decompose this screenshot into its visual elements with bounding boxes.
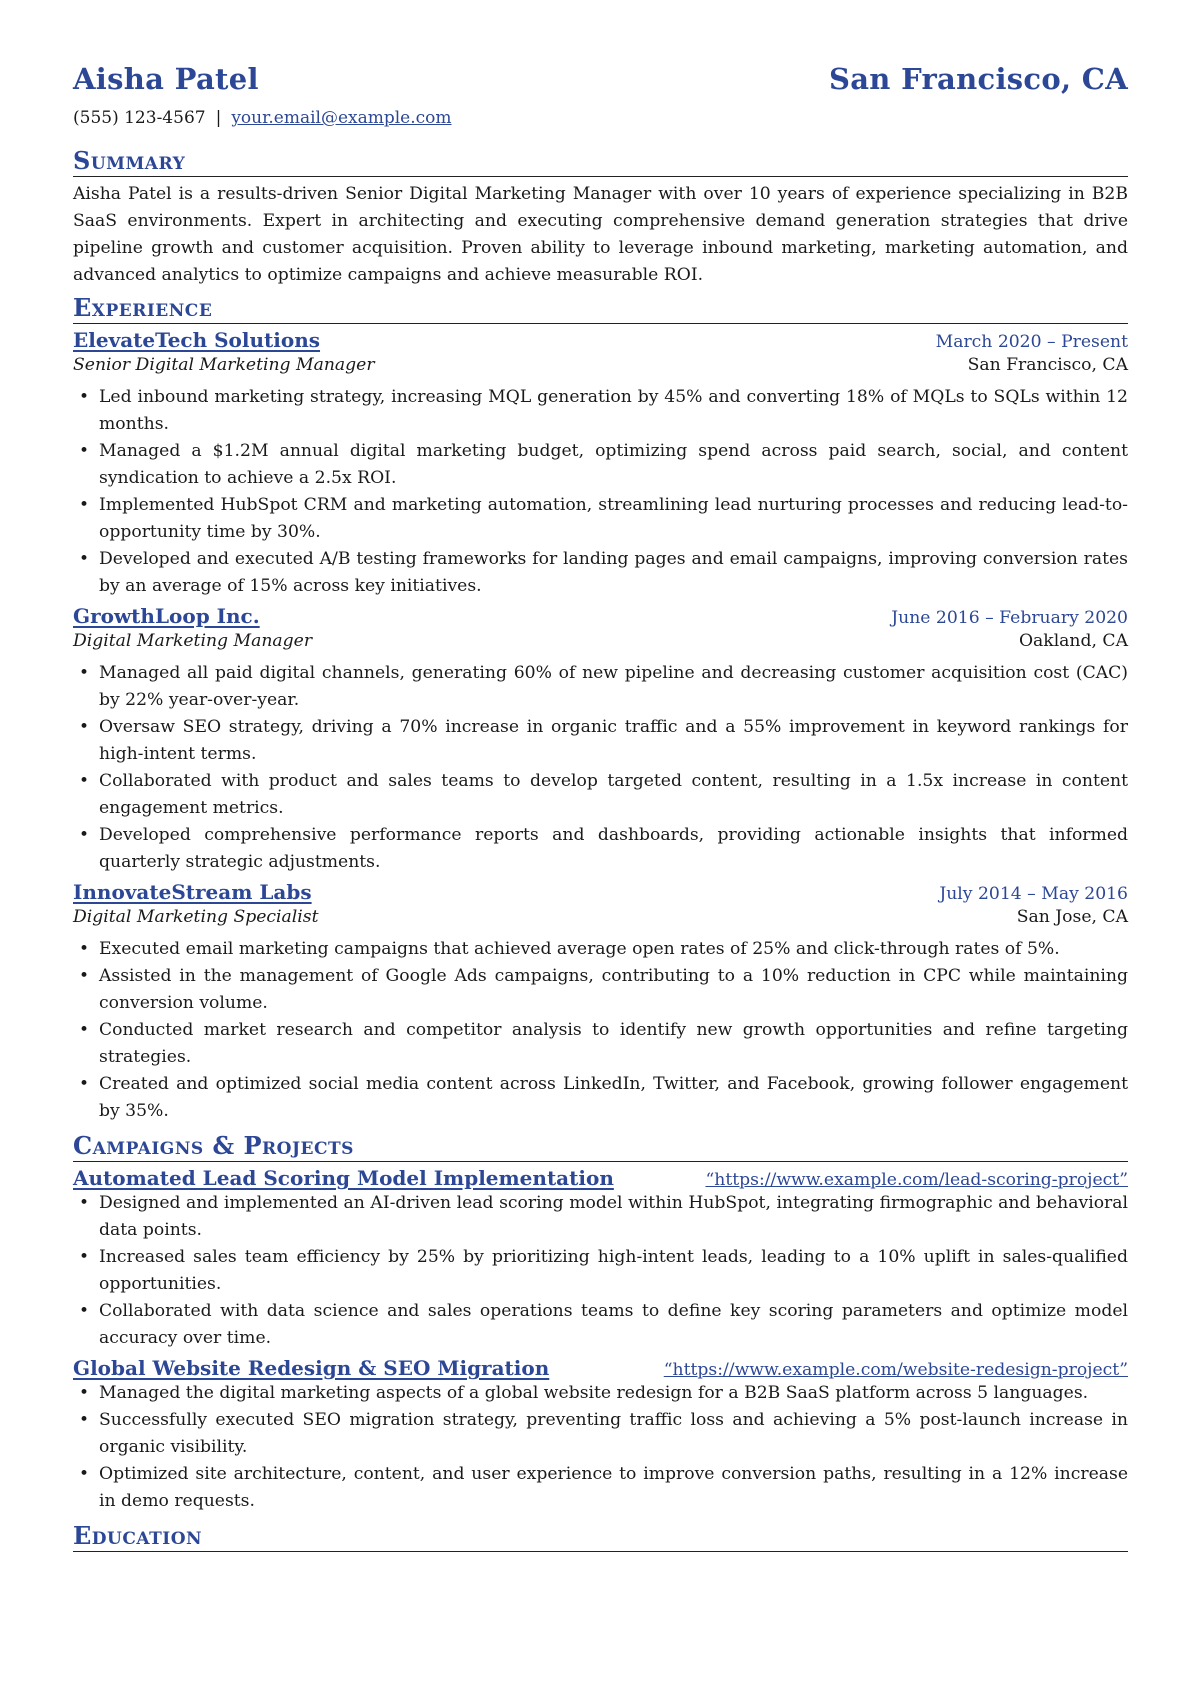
job-header-row	[73, 328, 1128, 352]
experience-entry	[73, 604, 1128, 876]
resume-page	[73, 62, 1128, 1552]
bullet-item: • Developed comprehensive performance reports and dashboards, providing actionable insights that informed quarterly strategic adjustments.	[73, 822, 1128, 876]
project-header-row	[73, 1356, 1128, 1380]
job-location: San Jose, CA	[1016, 907, 1128, 927]
section-title-education: Education	[73, 1521, 1128, 1552]
job-header-row	[73, 604, 1128, 628]
job-bullets	[73, 936, 1128, 1125]
project-name[interactable]: Global Website Redesign & SEO Migration	[73, 1356, 550, 1380]
job-dates: June 2016 – February 2020	[891, 608, 1128, 628]
project-bullets	[73, 1380, 1128, 1515]
email-link[interactable]: your.email@example.com	[231, 108, 452, 128]
bullet-item: • Designed and implemented an AI-driven lead scoring model within HubSpot, integrating firmographic and behavioral data points.	[73, 1190, 1128, 1244]
experience-entry	[73, 328, 1128, 600]
project-header-row	[73, 1166, 1128, 1190]
bullet-item: • Developed and executed A/B testing frameworks for landing pages and email campaigns, improving conversion rates by an average of 15% across key initiatives.	[73, 546, 1128, 600]
bullet-item: • Managed all paid digital channels, generating 60% of new pipeline and decreasing customer acquisition cost (CAC) by 22% year-over-year.	[73, 660, 1128, 714]
company-name[interactable]: GrowthLoop Inc.	[73, 604, 260, 628]
section-title-summary: Summary	[73, 146, 1128, 177]
bullet-item: • Oversaw SEO strategy, driving a 70% increase in organic traffic and a 55% improvement in keyword rankings for high-intent terms.	[73, 714, 1128, 768]
project-name[interactable]: Automated Lead Scoring Model Implementation	[73, 1166, 614, 1190]
project-link[interactable]: “https://www.example.com/website-redesign-project”	[663, 1360, 1128, 1380]
bullet-item: • Assisted in the management of Google Ads campaigns, contributing to a 10% reduction in CPC while maintaining conversion volume.	[73, 963, 1128, 1017]
job-location: Oakland, CA	[1018, 631, 1128, 651]
job-dates: March 2020 – Present	[935, 332, 1128, 352]
job-bullets	[73, 660, 1128, 876]
bullet-item: • Managed the digital marketing aspects of a global website redesign for a B2B SaaS platform across 5 languages.	[73, 1380, 1128, 1407]
job-bullets	[73, 384, 1128, 600]
projects-list	[73, 1166, 1128, 1515]
bullet-item: • Led inbound marketing strategy, increasing MQL generation by 45% and converting 18% of MQLs to SQLs within 12 months.	[73, 384, 1128, 438]
project-entry	[73, 1356, 1128, 1515]
bullet-item: • Managed a $1.2M annual digital marketing budget, optimizing spend across paid search, social, and content syndication to achieve a 2.5x ROI.	[73, 438, 1128, 492]
experience-list	[73, 328, 1128, 1125]
project-entry	[73, 1166, 1128, 1352]
candidate-name: Aisha Patel	[73, 62, 259, 96]
job-title: Digital Marketing Manager	[73, 631, 313, 651]
section-title-projects: Campaigns & Projects	[73, 1131, 1128, 1162]
job-subheader-row	[73, 907, 1128, 927]
bullet-item: • Created and optimized social media content across LinkedIn, Twitter, and Facebook, growing follower engagement by 35%.	[73, 1071, 1128, 1125]
candidate-location: San Francisco, CA	[828, 62, 1128, 96]
job-header-row	[73, 880, 1128, 904]
contact-separator: |	[215, 108, 222, 128]
experience-entry	[73, 880, 1128, 1125]
bullet-item: • Collaborated with product and sales teams to develop targeted content, resulting in a 1.5x increase in content engagement metrics.	[73, 768, 1128, 822]
job-title: Digital Marketing Specialist	[73, 907, 319, 927]
bullet-item: • Executed email marketing campaigns that achieved average open rates of 25% and click-through rates of 5%.	[73, 936, 1128, 963]
company-name[interactable]: InnovateStream Labs	[73, 880, 312, 904]
job-subheader-row	[73, 355, 1128, 375]
bullet-item: • Optimized site architecture, content, and user experience to improve conversion paths, resulting in a 12% increase in demo requests.	[73, 1461, 1128, 1515]
job-title: Senior Digital Marketing Manager	[73, 355, 375, 375]
project-bullets	[73, 1190, 1128, 1352]
bullet-item: • Successfully executed SEO migration strategy, preventing traffic loss and achieving a 5% post-launch increase in organic visibility.	[73, 1407, 1128, 1461]
company-name[interactable]: ElevateTech Solutions	[73, 328, 321, 352]
project-link[interactable]: “https://www.example.com/lead-scoring-project”	[705, 1170, 1128, 1190]
bullet-item: • Increased sales team efficiency by 25% by prioritizing high-intent leads, leading to a 10% uplift in sales-qualified opportunities.	[73, 1244, 1128, 1298]
resume-header	[73, 62, 1128, 96]
bullet-item: • Collaborated with data science and sales operations teams to define key scoring parameters and optimize model accuracy over time.	[73, 1298, 1128, 1352]
job-subheader-row	[73, 631, 1128, 651]
job-location: San Francisco, CA	[967, 355, 1128, 375]
bullet-item: • Implemented HubSpot CRM and marketing automation, streamlining lead nurturing processes and reducing lead-to-opportunity time by 30%.	[73, 492, 1128, 546]
summary-paragraph: Aisha Patel is a results-driven Senior Digital Marketing Manager with over 10 years of experience specializing in B2B SaaS environments. Expert in architecting and executing comprehensive demand generation strategies that drive pipeline growth and customer acquisition. Proven ability to leverage inbound marketing, marketing automation, and advanced analytics to optimize campaigns and achieve measurable ROI.	[73, 184, 1128, 285]
bullet-item: • Conducted market research and competitor analysis to identify new growth opportunities and refine targeting strategies.	[73, 1017, 1128, 1071]
phone-number: (555) 123-4567	[73, 108, 206, 128]
job-dates: July 2014 – May 2016	[939, 884, 1128, 904]
contact-line	[73, 108, 1128, 128]
section-title-experience: Experience	[73, 293, 1128, 324]
